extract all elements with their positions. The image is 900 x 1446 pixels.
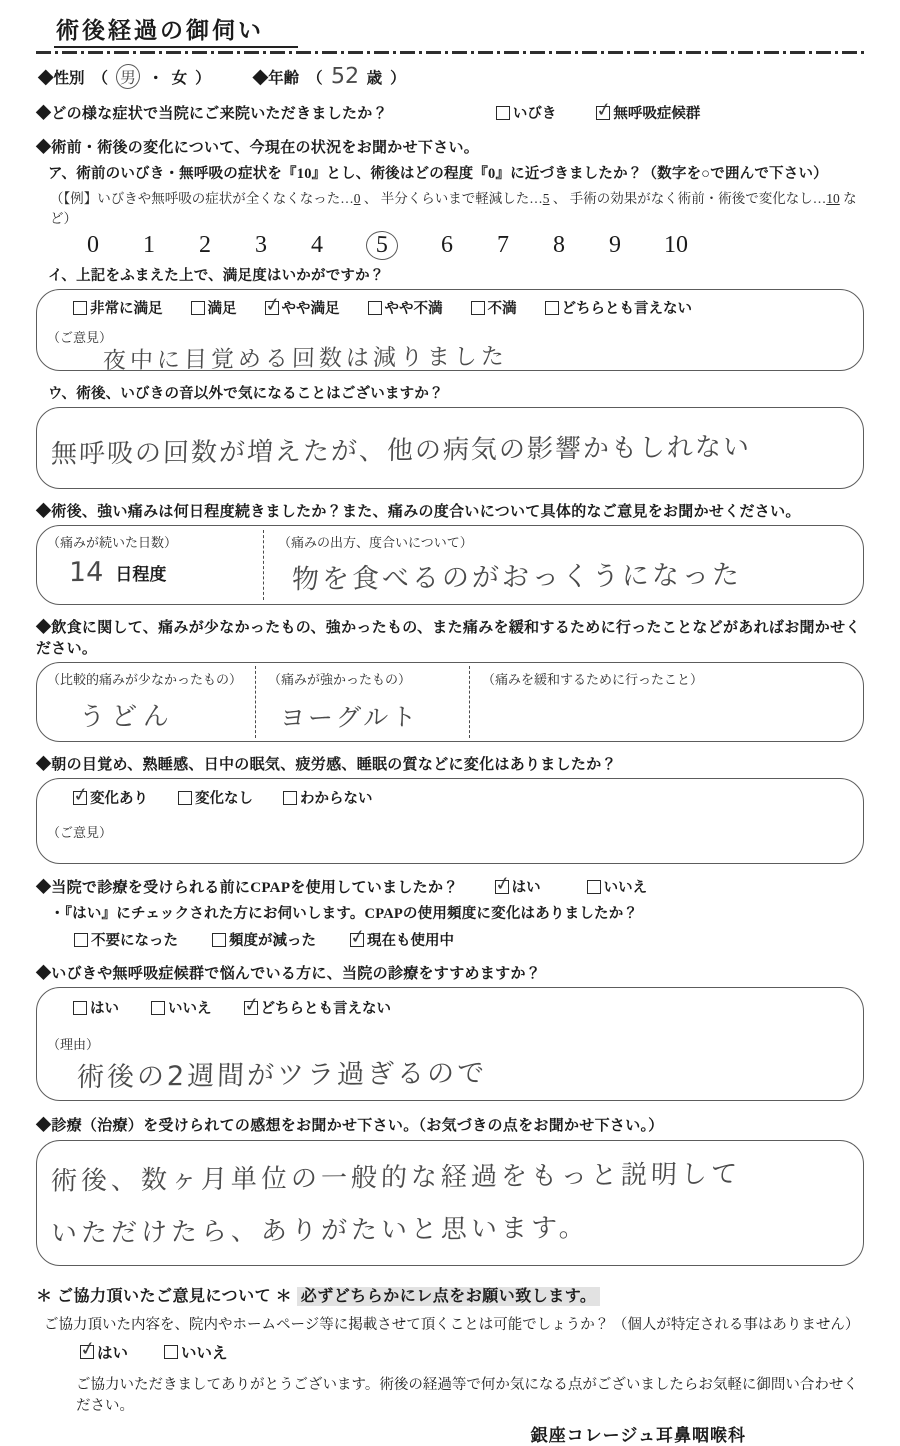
checkbox-label: 非常に満足: [90, 301, 163, 317]
example-p3: 、 手術の効果がなく術前・術後で変化なし…: [549, 191, 827, 206]
gender-paren-open: （: [92, 69, 109, 87]
satisfaction-comment-handwriting: 夜中に目覚める回数は減りました: [102, 343, 509, 375]
sleep-box: [36, 778, 864, 864]
checkbox-label: 不要になった: [91, 933, 178, 949]
checkbox-label: 現在も使用中: [367, 933, 454, 949]
food-col-handwriting: ヨーグルト: [279, 702, 420, 733]
checkbox-label: 満足: [207, 301, 237, 317]
checkbox-label: いいえ: [181, 1345, 228, 1362]
footer-note-prefix: ＊ ご協力頂いたご意見について ＊: [36, 1288, 297, 1305]
change-question-label: ◆術前・術後の変化について、今現在の状況をお聞かせ下さい。: [36, 140, 480, 156]
checkbox-icon: [265, 301, 279, 315]
checkbox-dissatisfied: [471, 297, 517, 318]
symptom-question-label: ◆どの様な症状で当院にご来院いただきましたか？: [36, 106, 388, 122]
scale-10: 10: [664, 232, 688, 258]
recommend-options: [47, 997, 849, 1018]
scale-3: 3: [255, 232, 267, 258]
page-title: 術後経過の御伺い: [54, 12, 298, 48]
pain-days-unit: 日程度: [115, 565, 167, 584]
checkbox-no-change: [178, 787, 253, 808]
checkbox-label: はい: [511, 880, 541, 896]
recommend-box: [36, 987, 864, 1101]
pain-box: [36, 525, 864, 605]
recommend-reason-handwriting: 術後の2週間がツラ過ぎるので: [76, 1057, 488, 1094]
gender-label: ◆性別: [38, 69, 85, 87]
checkbox-icon: [496, 106, 510, 120]
gender-paren-close: ）: [195, 69, 211, 87]
checkbox-icon: [244, 1001, 258, 1015]
food-box: [36, 662, 864, 742]
food-question-label: ◆飲食に関して、痛みが少なかったもの、強かったもの、また痛みを緩和するために行ったことなどがあればお聞かせください。: [36, 620, 861, 657]
checkbox-icon: [368, 301, 382, 315]
checkbox-label: いいえ: [168, 1001, 212, 1017]
scale-4: 4: [311, 232, 323, 258]
change-example: [36, 187, 864, 227]
sleep-comment-label: （ご意見）: [47, 825, 113, 840]
checkbox-recommend-yes: [73, 997, 119, 1018]
checkbox-icon: [151, 1001, 165, 1015]
food-col-label: （痛みが強かったもの）: [268, 672, 412, 687]
checkbox-neither: [545, 297, 693, 318]
footer-note: [36, 1283, 864, 1306]
checkbox-label: はい: [90, 1001, 119, 1017]
checkbox-frequency-reduced: [212, 929, 316, 950]
scale-7: 7: [497, 232, 509, 258]
age-label: ◆年齢: [252, 69, 300, 87]
gender-female-option: 女: [171, 69, 188, 87]
checkbox-icon: [350, 933, 364, 947]
publish-options: [36, 1341, 864, 1363]
checkbox-icon: [178, 791, 192, 805]
cpap-followup-options: [36, 929, 864, 950]
change-sub-a: ア、術前のいびき・無呼吸の症状を『10』とし、術後はどの程度『0』に近づきましたか？（数字を○で囲んで下さい）: [48, 166, 828, 182]
impression-question-label: ◆診療（治療）を受けられての感想をお聞かせ下さい。（お気づきの点をお聞かせ下さい。）: [36, 1118, 664, 1134]
pain-days-label: （痛みが続いた日数）: [47, 535, 178, 550]
satisfaction-options: [47, 297, 849, 318]
checkbox-label: どちらとも言えない: [561, 301, 692, 317]
checkbox-ibiki: [496, 102, 557, 123]
gender-separator: ・: [148, 69, 164, 87]
food-col-label: （比較的痛みが少なかったもの）: [47, 672, 243, 687]
recommend-question-label: ◆いびきや無呼吸症候群で悩んでいる方に、当院の診療をすすめますか？: [36, 966, 542, 982]
checkbox-icon: [545, 301, 559, 315]
symptom-row: [36, 102, 864, 123]
checkbox-label: 変化なし: [195, 791, 253, 807]
footer-note-highlight: 必ずどちらかにレ点をお願い致します。: [297, 1287, 601, 1306]
thanks-text: ご協力いただきましてありがとうございます。術後の経過等で何か気になる点がございましたらお気軽に御問い合わせください。: [76, 1377, 858, 1414]
pain-days-column: [37, 526, 263, 604]
checkbox-apnea: [596, 102, 700, 123]
sleep-question-label: ◆朝の目覚め、熟睡感、日中の眠気、疲労感、睡眠の質などに変化はありましたか？: [36, 757, 617, 773]
checkbox-unknown: [283, 787, 373, 808]
satisfaction-question-label: イ、上記をふまえた上で、満足度はいかがですか？: [48, 268, 385, 284]
example-p1: （【例】いびきや無呼吸の症状が全くなくなった…: [50, 191, 354, 206]
impression-line1-handwriting: 術後、数ヶ月単位の一般的な経過をもっと説明して: [50, 1159, 742, 1197]
checkbox-icon: [596, 106, 610, 120]
age-unit: 歳: [366, 69, 383, 87]
checkbox-somewhat-dissatisfied: [368, 297, 443, 318]
checkbox-label: どちらとも言えない: [260, 1001, 391, 1017]
clinic-name: 銀座コレージュ耳鼻咽喉科: [530, 1426, 746, 1445]
concern-question-label: ウ、術後、いびきの音以外で気になることはございますか？: [48, 386, 444, 402]
checkbox-icon: [471, 301, 485, 315]
checkbox-somewhat-satisfied: [265, 297, 340, 318]
profile-row: [38, 64, 864, 89]
food-col-most-pain: [256, 663, 469, 741]
checkbox-recommend-neither: [244, 997, 392, 1018]
example-p4: など）: [50, 191, 857, 226]
checkbox-label: 不満: [487, 301, 517, 317]
checkbox-label: 変化あり: [90, 791, 148, 807]
checkbox-icon: [191, 301, 205, 315]
checkbox-very-satisfied: [73, 297, 163, 318]
checkbox-label: 無呼吸症候群: [613, 106, 701, 122]
example-p2: 、 半分くらいまで軽減した…: [360, 191, 543, 206]
food-col-least-pain: [37, 663, 255, 741]
food-col-handwriting: うどん: [78, 701, 176, 733]
checkbox-icon: [283, 791, 297, 805]
example-u3: 10: [826, 191, 840, 206]
symptom-options: [496, 102, 701, 123]
checkbox-satisfied: [191, 297, 237, 318]
dash-dot-divider: [36, 51, 864, 54]
checkbox-icon: [73, 791, 87, 805]
sleep-options: [47, 787, 849, 808]
checkbox-changed: [73, 787, 148, 808]
checkbox-label: いいえ: [603, 880, 648, 896]
scale-5: 5: [365, 230, 398, 261]
age-value: 52: [330, 63, 359, 90]
checkbox-label: やや不満: [384, 301, 443, 317]
recommend-reason-label: （理由）: [47, 1037, 100, 1052]
rating-scale: [36, 231, 864, 260]
scale-8: 8: [553, 232, 565, 258]
checkbox-icon: [495, 880, 509, 894]
scale-9: 9: [609, 232, 621, 258]
example-u1: 0: [353, 191, 361, 206]
pain-detail-handwriting: 物を食べるのがおっくうになった: [291, 559, 743, 596]
checkbox-cpap-yes: [495, 876, 541, 897]
checkbox-icon: [74, 933, 88, 947]
food-col-label: （痛みを緩和するために行ったこと）: [482, 672, 704, 687]
satisfaction-comment-label: （ご意見）: [47, 330, 113, 345]
checkbox-icon: [73, 301, 87, 315]
checkbox-publish-no: [164, 1341, 228, 1363]
pain-question-label: ◆術後、強い痛みは何日程度続きましたか？また、痛みの度合いについて具体的なご意見をお聞かせください。: [36, 504, 801, 520]
checkbox-cpap-no: [587, 876, 648, 897]
scale-0: 0: [87, 232, 99, 258]
age-paren-close: ）: [390, 69, 406, 87]
concern-answer-handwriting: 無呼吸の回数が増えたが、他の病気の影響かもしれない: [50, 431, 752, 470]
checkbox-label: はい: [97, 1345, 129, 1362]
checkbox-icon: [587, 880, 601, 894]
publish-question-label: ご協力頂いた内容を、院内やホームページ等に掲載させて頂くことは可能でしょうか？ （個人が特定される事はありません）: [44, 1317, 860, 1333]
checkbox-label: わからない: [300, 791, 373, 807]
scale-6: 6: [441, 232, 453, 258]
checkbox-recommend-no: [151, 997, 212, 1018]
gender-male-option: 男: [116, 64, 141, 89]
checkbox-icon: [164, 1345, 178, 1359]
checkbox-still-using: [350, 929, 454, 950]
checkbox-no-longer-needed: [74, 929, 178, 950]
impression-line2-handwriting: いただけたら、ありがたいと思います。: [50, 1213, 590, 1249]
checkbox-icon: [212, 933, 226, 947]
food-col-relief: [470, 663, 863, 741]
cpap-question-label: ◆当院で診療を受けられる前にCPAPを使用していましたか？: [36, 880, 459, 896]
checkbox-label: やや満足: [281, 301, 340, 317]
cpap-options: [495, 876, 648, 897]
impression-box: [36, 1140, 864, 1266]
scale-1: 1: [143, 232, 155, 258]
example-u2: 5: [542, 191, 550, 206]
checkbox-label: いびき: [512, 106, 557, 122]
cpap-followup-label: ・『はい』にチェックされた方にお伺いします。CPAPの使用頻度に変化はありましたか？: [50, 906, 639, 922]
pain-detail-label: （痛みの出方、度合いについて）: [278, 535, 473, 550]
checkbox-label: 頻度が減った: [229, 933, 316, 949]
cpap-row: [36, 876, 864, 897]
concern-box: [36, 407, 864, 489]
pain-detail-column: [264, 526, 863, 604]
age-paren-open: （: [307, 69, 323, 87]
pain-days-handwriting: 14: [68, 556, 104, 589]
scale-2: 2: [199, 232, 211, 258]
checkbox-icon: [80, 1345, 94, 1359]
checkbox-publish-yes: [80, 1341, 128, 1363]
satisfaction-box: [36, 289, 864, 375]
checkbox-icon: [73, 1001, 87, 1015]
